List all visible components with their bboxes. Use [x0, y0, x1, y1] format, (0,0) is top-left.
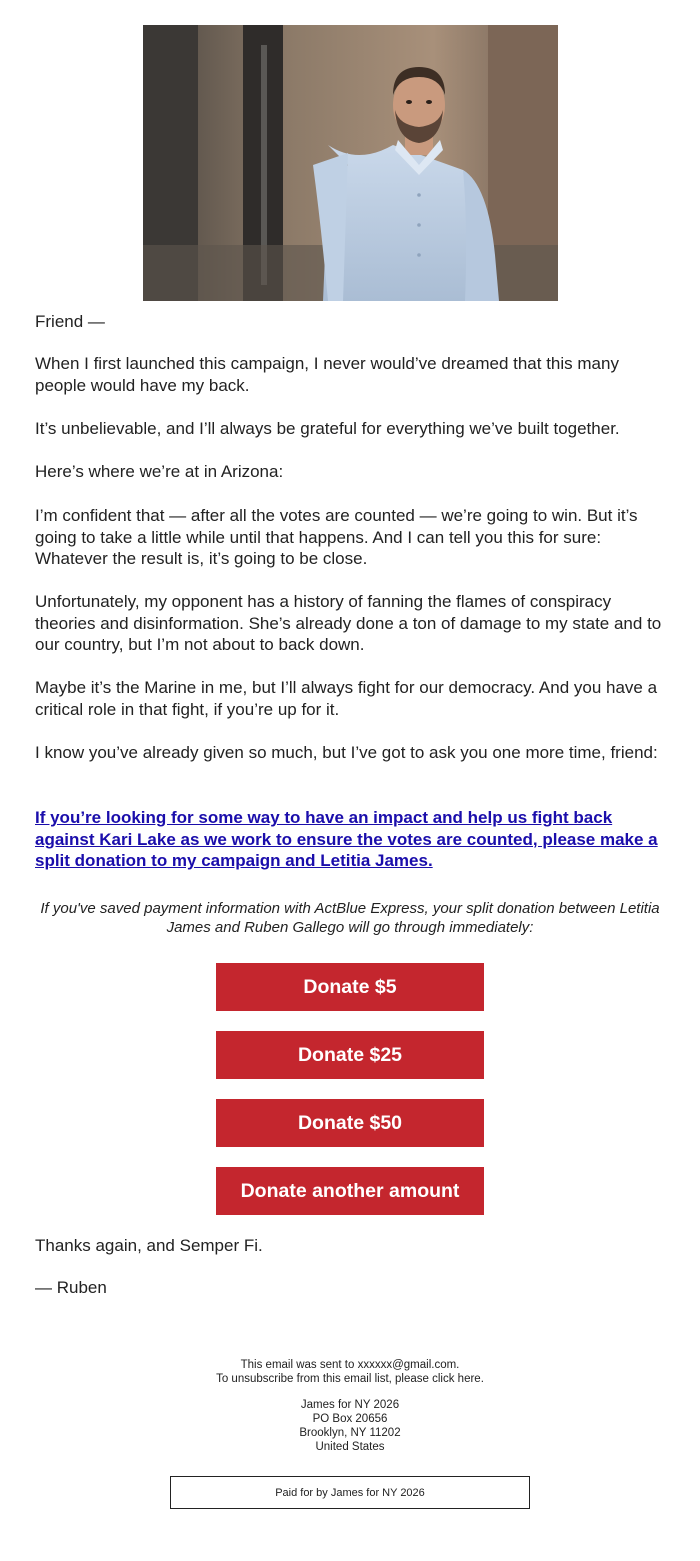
paid-for-text: Paid for by James for NY 2026: [275, 1486, 425, 1499]
paragraph-2: [35, 418, 665, 440]
paragraph-text: It’s unbelievable, and I’ll always be grateful for everything we’ve built together.: [35, 419, 620, 438]
split-donation-link[interactable]: If you’re looking for some way to have an impact and help us fight back against Kari Lake as we work to ensure the votes are counted, please make a split donation to my campaign and Letitia James.: [35, 808, 658, 870]
paragraph-text: Unfortunately, my opponent has a history of fanning the flames of conspiracy theories and disinformation. She’s already done a ton of damage to my state and to our country, but I’m not about to back down.: [35, 592, 662, 654]
paragraph-text: I know you’ve already given so much, but I’ve got to ask you one more time, friend:: [35, 743, 658, 762]
donate-5-button[interactable]: Donate $5: [216, 963, 484, 1011]
closing-line: Thanks again, and Semper Fi.: [35, 1236, 263, 1255]
greeting: Friend —: [35, 312, 105, 331]
address-line: Brooklyn, NY 11202: [299, 1427, 401, 1439]
donate-50-button[interactable]: Donate $50: [216, 1099, 484, 1147]
footer-unsubscribe: [0, 1372, 700, 1386]
paragraph-7: [35, 742, 665, 764]
footer-sent-to: [0, 1358, 700, 1372]
unsubscribe-prefix: To unsubscribe from this email list, please: [216, 1373, 433, 1385]
actblue-express-note: If you've saved payment information with ActBlue Express, your split donation between Letitia James and Ruben Gallego will go through immediately:: [40, 900, 660, 936]
paragraph-4: [35, 505, 665, 570]
unsubscribe-link[interactable]: click here.: [432, 1373, 484, 1385]
paragraph-6: [35, 677, 665, 720]
candidate-portrait: [143, 25, 558, 301]
paragraph-5: [35, 591, 665, 656]
header-photo: [143, 25, 558, 301]
paragraph-3: [35, 461, 665, 483]
paragraph-text: Maybe it’s the Marine in me, but I’ll always fight for our democracy. And you have a critical role in that fight, if you’re up for it.: [35, 678, 658, 719]
paragraph-text: I’m confident that — after all the votes are counted — we’re going to win. But it’s going to take a little while until that happens. And I can tell you this for sure: Whatever the result is, it’s going to be close.: [35, 506, 638, 568]
paragraph-text: Here’s where we’re at in Arizona:: [35, 462, 284, 481]
donate-other-amount-button[interactable]: Donate another amount: [216, 1167, 484, 1215]
paragraph-1: [35, 353, 665, 396]
paid-for-disclaimer: [170, 1476, 530, 1509]
signature: — Ruben: [35, 1278, 107, 1297]
footer-address: [0, 1398, 700, 1454]
address-line: PO Box 20656: [312, 1413, 388, 1425]
paragraph-text: When I first launched this campaign, I never would’ve dreamed that this many people would have my back.: [35, 354, 619, 395]
donate-25-button[interactable]: Donate $25: [216, 1031, 484, 1079]
address-line: James for NY 2026: [300, 1399, 400, 1411]
sent-to-prefix: This email was sent to: [240, 1359, 358, 1371]
cta-block: [35, 807, 665, 872]
recipient-email: xxxxxx@gmail.com.: [357, 1359, 460, 1371]
address-line: United States: [315, 1441, 385, 1453]
